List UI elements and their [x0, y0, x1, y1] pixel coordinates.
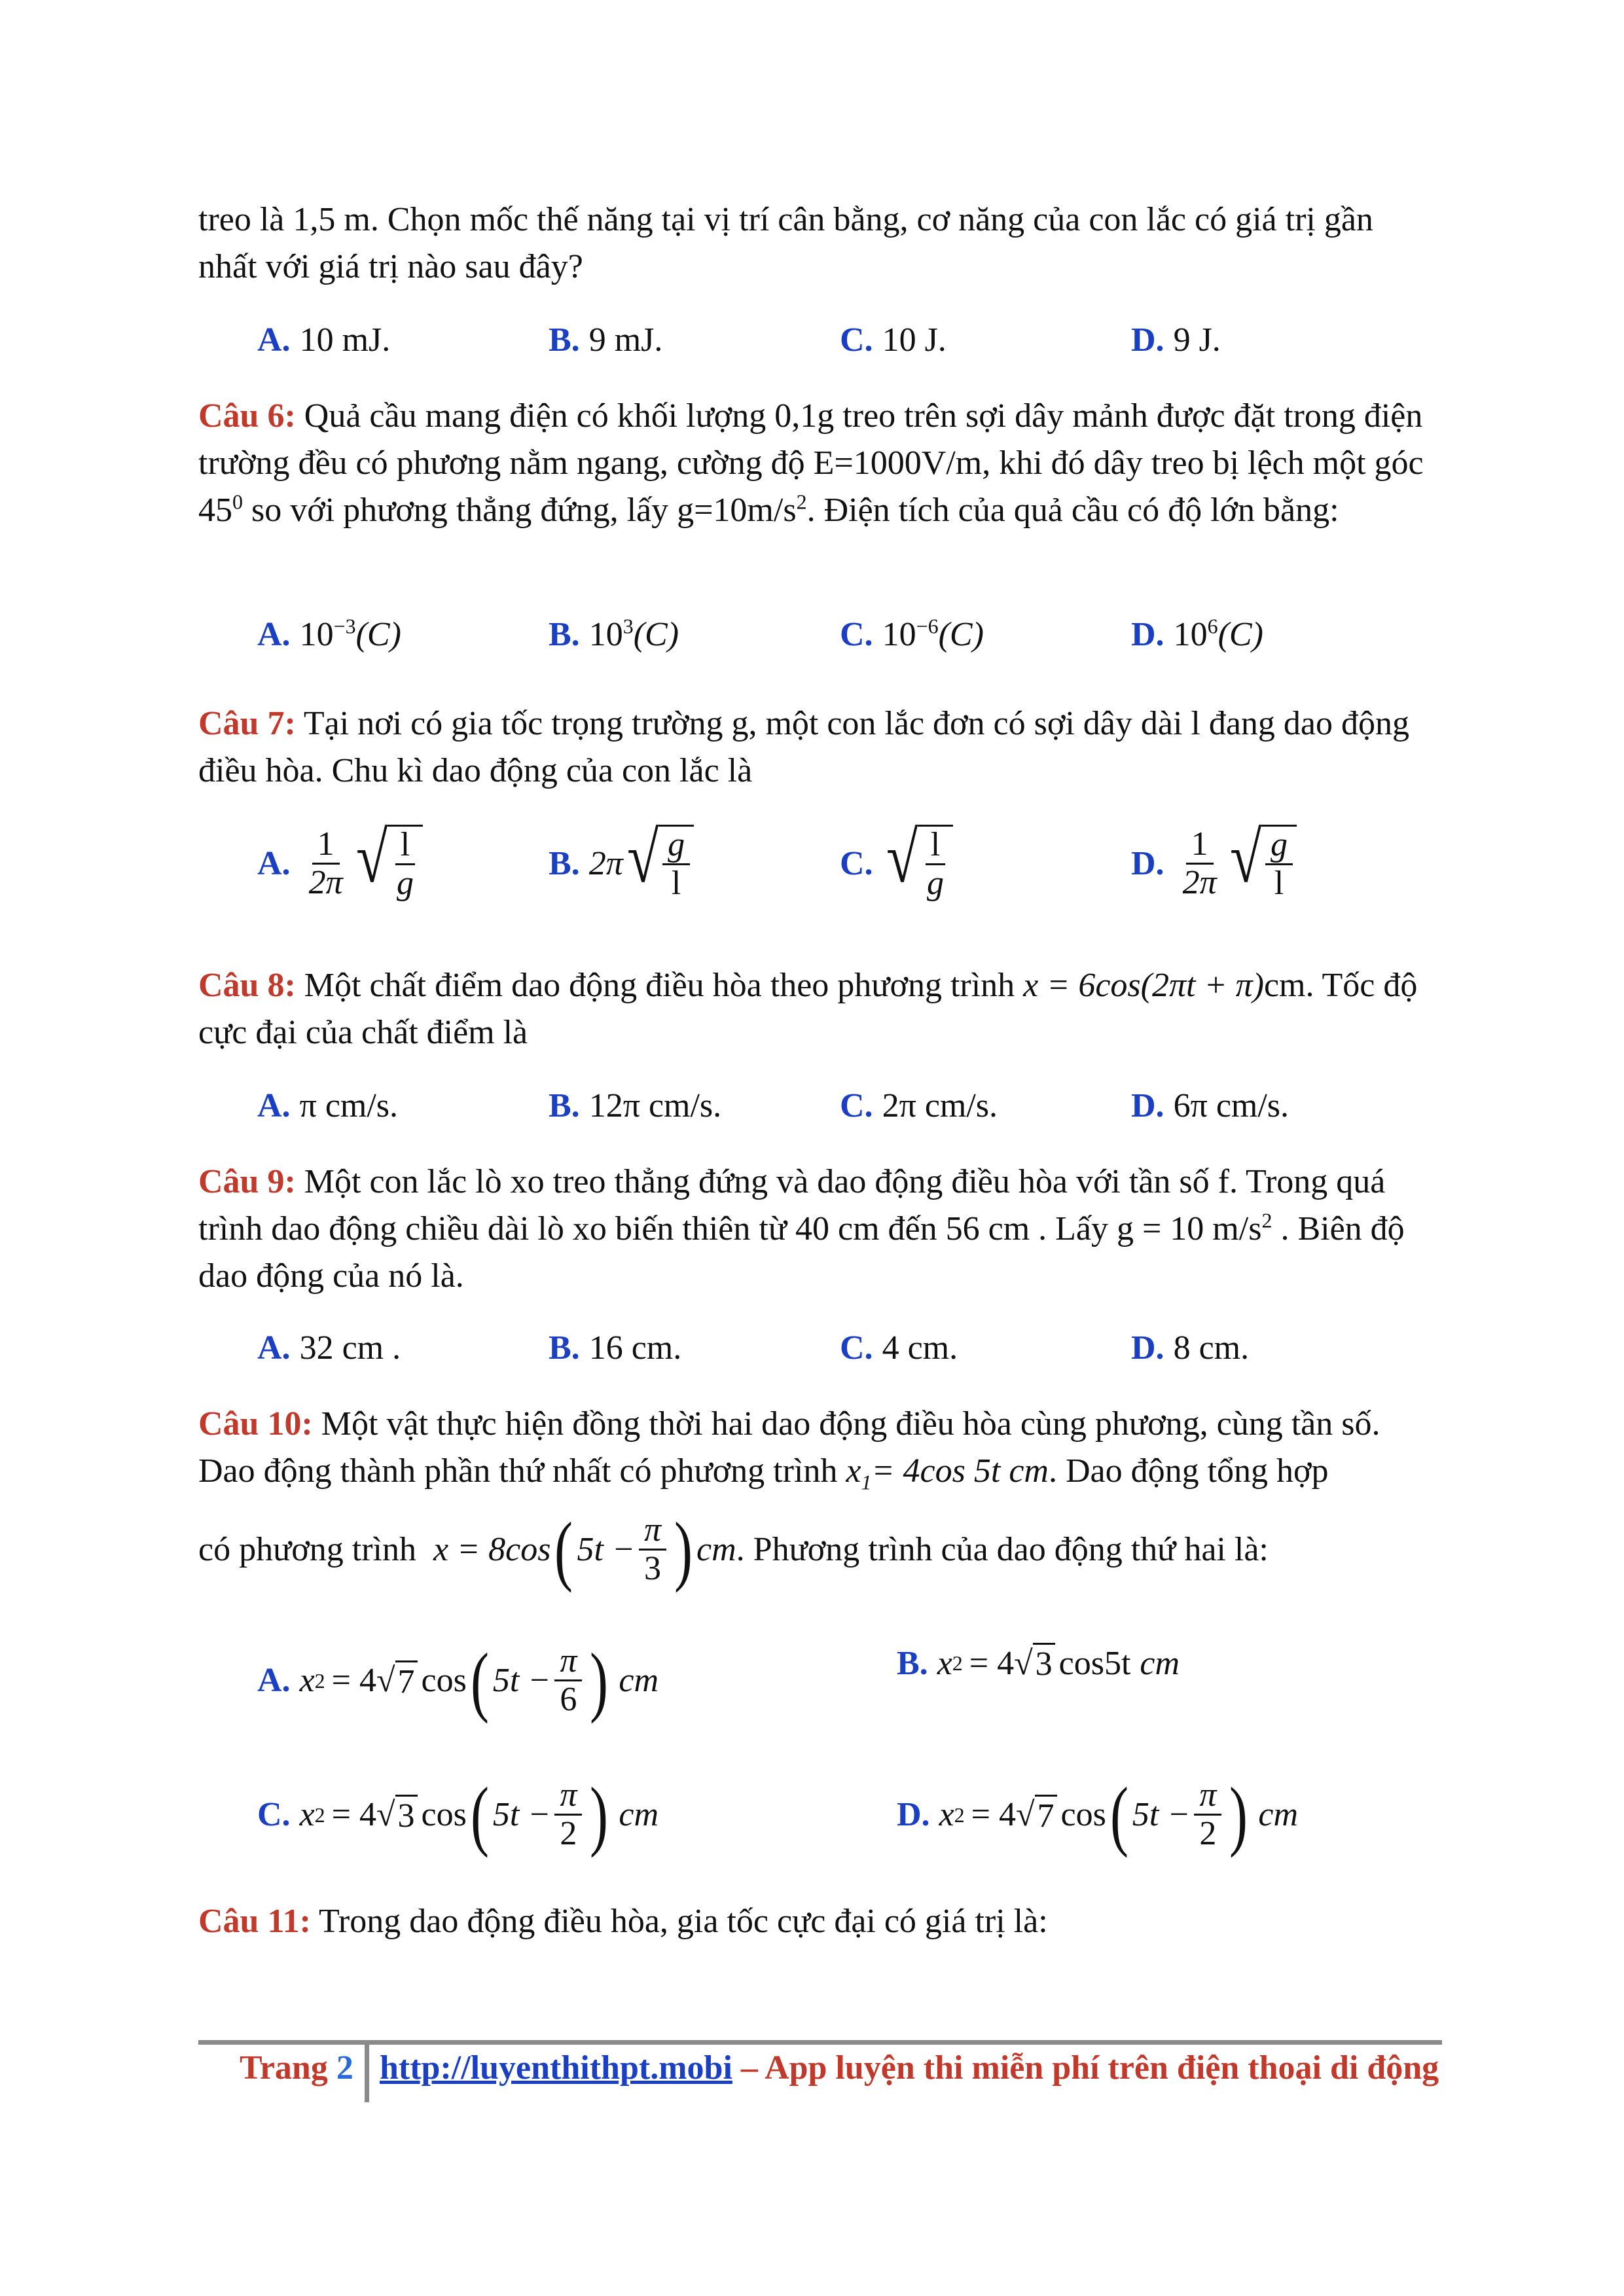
q8-option-a: A. π cm/s. — [257, 1087, 399, 1124]
q6-option-b: B. $10^3(C)$ — [549, 614, 679, 653]
q8-text: Câu 8: Một chất điểm dao động điều hòa theo phương trình x = 6cos(2πt + π)cm. Tốc độ cực đại của chất điểm là — [198, 967, 1418, 1051]
q8-equation: x = 6cos(2πt + π) — [1023, 967, 1264, 1004]
q5-text-line2: nhất với giá trị nào sau đây? — [198, 248, 583, 285]
footer-rule — [198, 2040, 1442, 2045]
q10-option-a: A. x 2 = 4 √ 7 cos ( 5t − $\frac{\pi}{6}$ ) cm — [257, 1636, 659, 1724]
q5-option-b: B. 9 mJ. — [549, 321, 663, 359]
q5-option-d: D. 9 J. — [1131, 321, 1221, 359]
q7-option-a: A. $\frac{1}{2\pi}$ √ $\frac{l}{g}$ — [257, 825, 423, 902]
q7-option-b: B. 2π √ $\frac{g}{l}$ — [549, 825, 694, 902]
q6-text: Câu 6: Quả cầu mang điện có khối lượng 0,1g treo trên sợi dây mảnh được đặt trong điện trường đều có phương nằm ngang, cường độ E=1000V/m, khi đó dây treo bị lệch một góc $45^0$ so với phương thẳng đứng, lấy $g=10m/s^2$. Điện tích của quả cầu có độ lớn bằng: — [198, 397, 1424, 529]
q10-equation-line: có phương trình x = 8cos ( 5t − $\frac{\pi}{3}$ ) cm . Phương trình của dao động thứ hai là: — [198, 1505, 1269, 1593]
q7-option-c: C. √ $\frac{l}{g}$ — [840, 825, 953, 902]
q10-text: Câu 10: Một vật thực hiện đồng thời hai dao động điều hòa cùng phương, cùng tần số. Dao động thành phần thứ nhất có phương trình $x_1= 4\cos$ 5t cm. Dao động tổng hợp — [198, 1405, 1380, 1494]
q11-label: Câu 11: — [198, 1903, 311, 1940]
q8-options — [257, 1086, 1435, 1145]
q5-options — [257, 321, 1435, 380]
q6-option-d: D. $10^6(C)$ — [1131, 614, 1263, 653]
q6-options — [257, 615, 1435, 674]
footer-page-number: Trang 2 — [240, 2049, 353, 2087]
q9-option-a: A. 32 cm . — [257, 1329, 401, 1367]
q8-option-c: C. 2π cm/s. — [840, 1087, 998, 1124]
q5-text-line1: treo là 1,5 m. Chọn mốc thế năng tại vị trí cân bằng, cơ năng của con lắc có giá trị gần — [198, 201, 1373, 238]
q11-text: Câu 11: Trong dao động điều hòa, gia tốc cực đại có giá trị là: — [198, 1903, 1048, 1940]
q9-option-c: C. 4 cm. — [840, 1329, 958, 1367]
q6-label: Câu 6: — [198, 397, 296, 435]
q9-option-b: B. 16 cm. — [549, 1329, 682, 1367]
q6-option-a: A. $10^{-3}(C)$ — [257, 614, 401, 653]
q7-option-d: D. $\frac{1}{2\pi}$ √ $\frac{g}{l}$ — [1131, 825, 1297, 902]
q10-option-d: D. x 2 = 4 √ 7 cos ( 5t − $\frac{\pi}{2}$ ) cm — [897, 1770, 1299, 1858]
q9-text: Câu 9: Một con lắc lò xo treo thẳng đứng và dao động điều hòa với tần số f. Trong quá trình dao động chiều dài lò xo biến thiên từ 40 cm đến 56 cm . Lấy g = 10 $m/s^2$ . Biên độ dao động của nó là. — [198, 1163, 1405, 1295]
q7-text: Câu 7: Tại nơi có gia tốc trọng trường g, một con lắc đơn có sợi dây dài l đang dao động điều hòa. Chu kì dao động của con lắc là — [198, 705, 1409, 789]
footer-tagline: http://luyenthithpt.mobi – App luyện thi miễn phí trên điện thoại di động — [380, 2049, 1439, 2087]
q9-label: Câu 9: — [198, 1163, 296, 1200]
q10-option-c: C. x 2 = 4 √ 3 cos ( 5t − $\frac{\pi}{2}$ ) cm — [257, 1770, 659, 1858]
q8-label: Câu 8: — [198, 967, 296, 1004]
q9-options — [257, 1329, 1435, 1388]
q9-option-d: D. 8 cm. — [1131, 1329, 1250, 1367]
q6-option-c: C. $10^{-6}(C)$ — [840, 614, 984, 653]
q7-label: Câu 7: — [198, 705, 296, 742]
footer-link[interactable]: http://luyenthithpt.mobi — [380, 2049, 732, 2087]
q10-label: Câu 10: — [198, 1405, 313, 1443]
q5-option-c: C. 10 J. — [840, 321, 947, 359]
q8-option-d: D. 6π cm/s. — [1131, 1087, 1290, 1124]
q5-option-a: A. 10 mJ. — [257, 321, 391, 359]
q10-option-b: B. x 2 = 4 √ 3 cos5t cm — [897, 1643, 1180, 1683]
footer-divider — [365, 2040, 369, 2102]
q8-option-b: B. 12π cm/s. — [549, 1087, 722, 1124]
